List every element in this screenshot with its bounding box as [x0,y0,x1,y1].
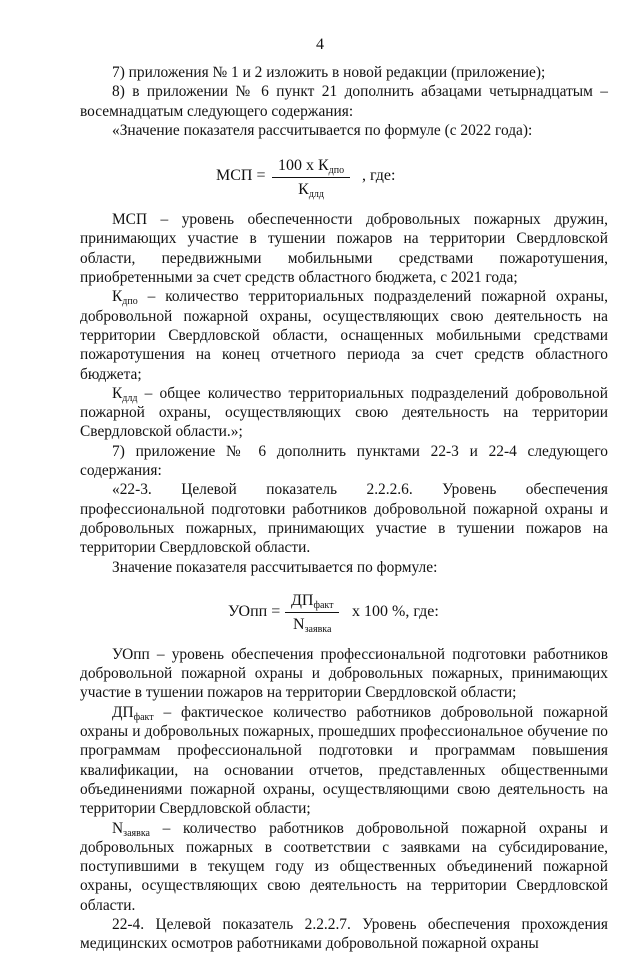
paragraph-formula2-intro: Значение показателя рассчитывается по формуле: [112,558,438,576]
formula-msp [80,140,608,210]
paragraph-22-4: 22-4. Целевой показатель 2.2.2.7. Уровень обеспечения прохождения медицинских осмотров работниками добровольной пожарной охраны [80,915,608,953]
formula-msp-suffix: , где: [362,167,396,185]
formula-uopp-fraction [285,591,339,635]
definition-n-zayavka: $N_{заявка}$ – количество работников добровольной пожарной охраны и добровольных пожарных в соответствии с заявками на субсидирование, поступившими в текущем году из общественных объединений пожарной охраны, осуществляющих свою деятельность на территории Свердловской области. [80,819,608,914]
paragraph-item-7-appendix: 7) приложение № 6 дополнить пунктами 22-3 и 22-4 следующего содержания: [80,442,608,480]
formula-uopp-suffix: х 100 %, где: [352,602,439,620]
formula-msp-fraction [272,156,350,200]
definition-msp: МСП – уровень обеспеченности добровольных пожарных дружин, принимающих участие в тушении пожаров на территории Свердловской области, передвижными мобильными средствами пожаротушения, приобретенными за счет средств областного бюджета, с 2021 года; [80,211,608,287]
definition-uopp: УОпп – уровень обеспечения профессиональной подготовки работников добровольной пожарной охраны и добровольных пожарных, принимающих участие в тушении пожаров на территории Свердловской области; [80,645,608,702]
formula-msp-numerator: 100 х $К_{дпо}$ [272,156,350,178]
formula-uopp-numerator: $ДП_{факт}$ [285,591,339,613]
formula-uopp [80,577,608,645]
definition-kdpo: $К_{дпо}$ – количество территориальных подразделений пожарной охраны, добровольной пожарной охраны, осуществляющих свою деятельность на территории Свердловской области, оснащенных мобильными средствами пожаротушения на конец отчетного периода за счет средств областного бюджета; [80,288,608,383]
paragraph-item-8: 8) в приложении № 6 пункт 21 дополнить абзацами четырнадцатым – восемнадцатым следующего содержания: [80,83,608,120]
formula-uopp-denominator: $N_{заявка}$ [293,616,332,636]
formula-msp-denominator: $К_{длд}$ [298,181,324,201]
page-number: 4 [316,36,324,53]
paragraph-formula-intro: «Значение показателя рассчитывается по формуле (с 2022 года): [112,121,533,139]
document-body [80,63,608,954]
paragraph-item-7: 7) приложения № 1 и 2 изложить в новой редакции (приложение); [112,64,546,81]
definition-kdld: $К_{длд}$ – общее количество территориальных подразделений добровольной пожарной охраны, осуществляющих свою деятельность на территории Свердловской области.»; [80,384,608,441]
formula-msp-lhs: МСП = [216,167,266,185]
formula-uopp-lhs: УОпп = [228,602,281,620]
definition-dp-fact: $ДП_{факт}$ – фактическое количество работников добровольной пожарной охраны и добровольных пожарных, прошедших профессиональное обучение по программам профессиональной подготовки и программам повышения квалификации, на основании отчетов, представленных общественными объединениями пожарной охраны, осуществляющими свою деятельность на территории Свердловской области; [80,703,608,818]
paragraph-22-3: «22-3. Целевой показатель 2.2.2.6. Уровень обеспечения профессиональной подготовки работников добровольной пожарной охраны и добровольных пожарных, принимающих участие в тушении пожаров на территории Свердловской области. [80,481,608,557]
